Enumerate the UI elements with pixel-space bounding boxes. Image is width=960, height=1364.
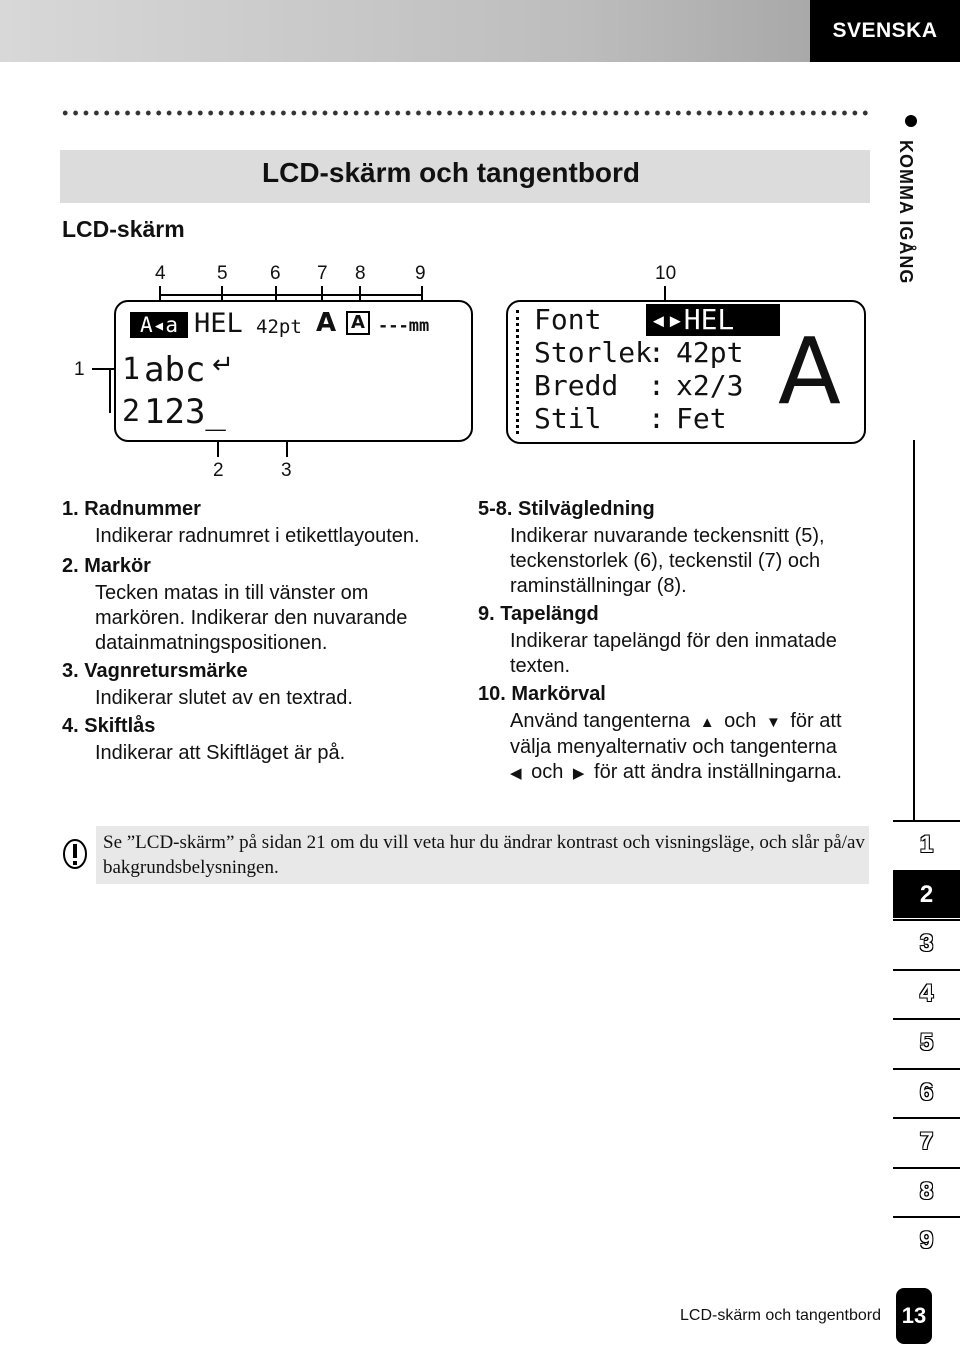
list-item-skiftlas <box>62 715 462 766</box>
tab-guide-line <box>913 440 915 820</box>
chapter-tab-number: 4 <box>919 980 934 1007</box>
language-label: SVENSKA <box>810 0 960 62</box>
item-number: 10. <box>478 683 506 705</box>
callout-2: 2 <box>213 460 224 481</box>
item-title: Vagnretursmärke <box>84 660 248 682</box>
item-title: Radnummer <box>84 498 201 520</box>
item-desc-line: Indikerar nuvarande teckensnitt (5), <box>510 525 825 547</box>
item-desc: Indikerar att Skiftläget är på. <box>95 742 346 764</box>
item-number: 3. <box>62 660 79 682</box>
separator: : <box>648 369 665 402</box>
item-title: Markörval <box>511 683 606 705</box>
subsection-title: LCD-skärm <box>62 216 185 242</box>
menu-row-label: Font <box>534 303 602 336</box>
item-number: 4. <box>62 715 79 737</box>
frame-style-icon: A <box>346 311 370 335</box>
chapter-tab-6[interactable] <box>893 1070 960 1116</box>
item-desc-line: Använd tangenterna ▲ och ▼ för att <box>510 710 842 732</box>
list-item-tapelangd <box>478 603 878 679</box>
up-arrow-icon: ▲ <box>699 714 715 731</box>
chapter-tab-number: 9 <box>919 1227 934 1254</box>
left-arrow-icon: ◀ <box>510 765 522 782</box>
menu-row-value: Fet <box>676 402 727 435</box>
size-indicator: 42pt <box>256 316 302 338</box>
item-number: 5-8. <box>478 498 513 520</box>
chapter-tab-2[interactable] <box>893 872 960 918</box>
lcd-left-diagram <box>60 255 480 490</box>
section-title: LCD-skärm och tangentbord <box>262 157 641 188</box>
item-desc: Indikerar slutet av en textrad. <box>95 687 353 709</box>
menu-row-label: Storlek <box>534 336 653 369</box>
chapter-tab-number: 3 <box>919 930 934 957</box>
item-number: 9. <box>478 603 495 625</box>
callout-7: 7 <box>317 263 328 284</box>
menu-row-size[interactable] <box>534 337 774 370</box>
menu-row-value: ◂▸HEL <box>646 304 780 336</box>
lcd-right-diagram <box>500 255 870 455</box>
item-desc-line: datainmatningspositionen. <box>95 632 328 654</box>
chapter-tab-1[interactable] <box>893 822 960 868</box>
callout-1: 1 <box>74 359 85 380</box>
list-item-stilvagledning <box>478 498 878 599</box>
item-desc-line: Tecken matas in till vänster om <box>95 582 369 604</box>
line-number-1: 1 <box>122 352 141 387</box>
callout-10: 10 <box>655 263 677 284</box>
bullet-icon <box>905 115 917 127</box>
menu-row-value: x2/3 <box>676 369 744 402</box>
lcd-left-screen <box>114 300 473 442</box>
item-desc-line: texten. <box>510 655 571 677</box>
list-item-markor <box>62 555 462 656</box>
right-arrow-icon: ▶ <box>572 765 585 782</box>
chapter-tab-9[interactable] <box>893 1218 960 1264</box>
font-indicator: HEL <box>194 308 243 339</box>
chapter-tab-number: 5 <box>919 1029 934 1056</box>
down-arrow-icon: ▼ <box>765 714 781 731</box>
list-item-radnummer <box>62 498 462 549</box>
lcd-right-screen <box>506 300 866 444</box>
separator: : <box>648 336 665 369</box>
item-desc-line: raminställningar (8). <box>510 575 687 597</box>
shift-lock-indicator <box>130 312 188 338</box>
list-left <box>62 498 462 766</box>
list-item-markorval <box>478 683 878 786</box>
chapter-tab-7[interactable] <box>893 1119 960 1165</box>
chapter-side-label <box>893 110 929 310</box>
note-text: Se ”LCD-skärm” på sidan 21 om du vill veta hur du ändrar kontrast och visningsläge, och slår på/av bakgrundsbelysningen. <box>103 832 865 878</box>
callout-4: 4 <box>155 263 166 284</box>
lcd-line-2: 123_ <box>144 392 226 432</box>
item-number: 1. <box>62 498 79 520</box>
callout-3: 3 <box>281 460 292 481</box>
chapter-tab-number: 8 <box>919 1178 934 1205</box>
chapter-tab-number: 7 <box>919 1128 934 1155</box>
item-desc-line: Indikerar tapelängd för den inmatade <box>510 630 837 652</box>
return-mark-icon: ↵ <box>212 350 234 380</box>
chapter-tab-5[interactable] <box>893 1020 960 1066</box>
item-title: Tapelängd <box>500 603 599 625</box>
item-title: Skiftlås <box>84 715 156 737</box>
menu-row-font[interactable] <box>534 304 774 337</box>
item-desc-line: markören. Indikerar den nuvarande <box>95 607 408 629</box>
row-cursor-bar <box>516 310 523 434</box>
callout-6: 6 <box>270 263 281 284</box>
callout-5: 5 <box>217 263 228 284</box>
footer-title: LCD-skärm och tangentbord <box>680 1307 881 1324</box>
item-desc: Indikerar radnumret i etikettlayouten. <box>95 525 420 547</box>
chapter-tab-8[interactable] <box>893 1169 960 1215</box>
preview-character: A <box>778 318 841 425</box>
callout-8: 8 <box>355 263 366 284</box>
item-desc-line: teckenstorlek (6), teckenstil (7) och <box>510 550 821 572</box>
lcd-line-1: abc <box>144 350 206 390</box>
separator: : <box>648 402 665 435</box>
chapter-tab-number: 1 <box>919 831 934 858</box>
callout-9: 9 <box>415 263 426 284</box>
chapter-tab-number: 6 <box>919 1079 934 1106</box>
item-title: Stilvägledning <box>518 498 655 520</box>
line-number-2: 2 <box>122 394 141 429</box>
dotted-divider <box>60 109 870 117</box>
list-item-vagnretursmarke <box>62 660 462 711</box>
item-desc-line: välja menyalternativ och tangenterna <box>510 736 837 758</box>
chapter-tab-number: 2 <box>919 881 934 908</box>
list-right <box>478 498 878 786</box>
menu-row-label: Bredd <box>534 369 619 402</box>
item-title: Markör <box>84 555 151 577</box>
shift-lock-text: A◂a <box>140 313 178 337</box>
page-number: 13 <box>896 1288 932 1344</box>
item-number: 2. <box>62 555 79 577</box>
menu-row-width[interactable] <box>534 370 774 403</box>
menu-row-value: 42pt <box>676 336 744 369</box>
warning-icon <box>62 838 88 870</box>
menu-row-label: Stil <box>534 402 602 435</box>
menu-row-style[interactable] <box>534 403 774 436</box>
item-desc-line: ◀ och ▶ för att ändra inställningarna. <box>510 761 842 783</box>
chapter-tab-4[interactable] <box>893 971 960 1017</box>
chapter-tab-3[interactable] <box>893 921 960 967</box>
menu-rows <box>534 304 774 440</box>
side-label-text: KOMMA IGÅNG <box>896 140 916 285</box>
tape-length-indicator: ---mm <box>378 316 430 336</box>
bold-style-icon: A <box>316 308 337 338</box>
